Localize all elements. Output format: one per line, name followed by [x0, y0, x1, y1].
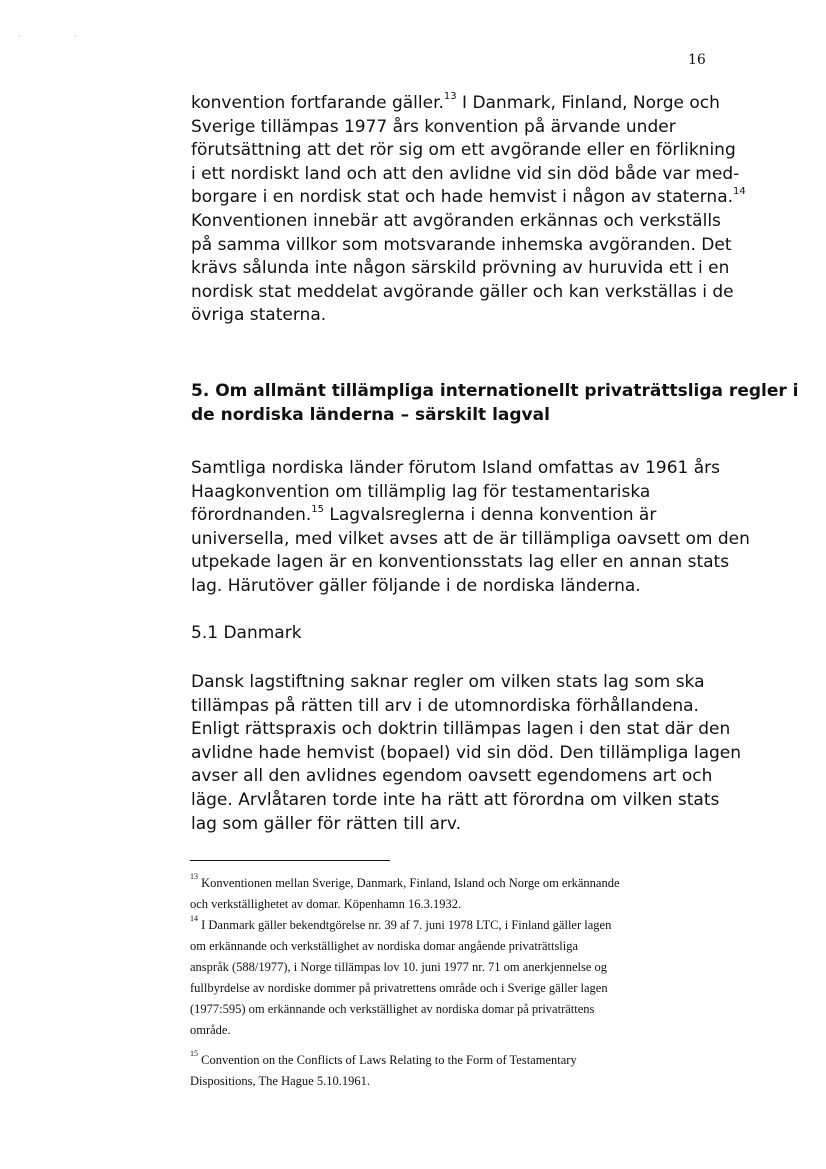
footnote-ref-15[interactable]: 15 — [311, 503, 325, 515]
paragraph-danmark: Dansk lagstiftning saknar regler om vilken stats lag som ska tillämpas på rätten till arv i de utomnordiska förhållandena. Enligt rättspraxis och doktrin tillämpas lagen i den stat där den avlidne hade hemvist (bopael) vid sin död. Den tillämpliga lagen avser all den avlidnes egendom oavsett egendomens art och läge. Arvlåtaren torde inte ha rätt att förordna om vilken stats lag som gäller för rätten till arv. — [191, 672, 742, 834]
footnote-14: $^{14}$ I Danmark gäller bekendtgörelse nr. 39 af 7. juni 1978 LTC, i Finland gäller lagen om erkännande och verkställighet av nordiska domar angående privaträttsliga anspråk (588/1977), i Norge tillämpas lov 10. juni 1977 nr. 71 om anerkjennelse og fullbyrdelse av nordiske dommer på privatrettens område och i Sverige gäller lagen (1977:595) om erkännande och verkställighet av nordiska domar på privaträttens område. — [190, 913, 612, 1037]
footnote-13: $^{13}$ Konventionen mellan Sverige, Danmark, Finland, Island och Norge om erkännande och verkställighetet av domar. Köpenhamn 16.3.1932. — [190, 871, 620, 911]
footnote-divider — [190, 860, 390, 861]
page-number: 16 — [688, 52, 706, 68]
footnote-ref-14[interactable]: 14 — [733, 185, 746, 197]
section-heading-5: 5. Om allmänt tillämpliga internationellt privaträttsliga regler i de nordiska länderna – särskilt lagval — [191, 381, 799, 425]
scan-mark: · — [18, 32, 21, 41]
paragraph-convention: konvention fortfarande gäller.$^{13}$ I Danmark, Finland, Norge och Sverige tillämpas 1977 års konvention på ärvande under förutsättning att det rör sig om ett avgörande eller en förlikning i ett nordiskt land och att den avlidne vid sin död både var med- borgare i en nordisk stat och hade hemvist i någon av staterna.$^{14}$ Konventionen innebär att avgöranden erkännas och verkställs på samma villkor som motsvarande inhemska avgöranden. Det krävs sålunda inte någon särskild prövning av huruvida ett i en nordisk stat meddelat avgörande gäller och kan verkställas i de övriga staterna. — [191, 91, 746, 326]
paragraph-haag: Samtliga nordiska länder förutom Island omfattas av 1961 års Haagkonvention om tillämplig lag för testamentariska förordnanden.$^{15}$ Lagvalsreglerna i denna konvention är universella, med vilket avses att de är tillämpliga oavsett om den utpekade lagen är en konventionsstats lag eller en annan stats lag. Härutöver gäller följande i de nordiska länderna. — [191, 458, 750, 596]
footnote-ref-13[interactable]: 13 — [443, 91, 457, 103]
footnote-15: $^{15}$ Convention on the Conflicts of Laws Relating to the Form of Testamentary Dispositions, The Hague 5.10.1961. — [190, 1048, 577, 1088]
subsection-heading-5-1: 5.1 Danmark — [191, 623, 302, 643]
scan-mark: · — [74, 32, 77, 41]
